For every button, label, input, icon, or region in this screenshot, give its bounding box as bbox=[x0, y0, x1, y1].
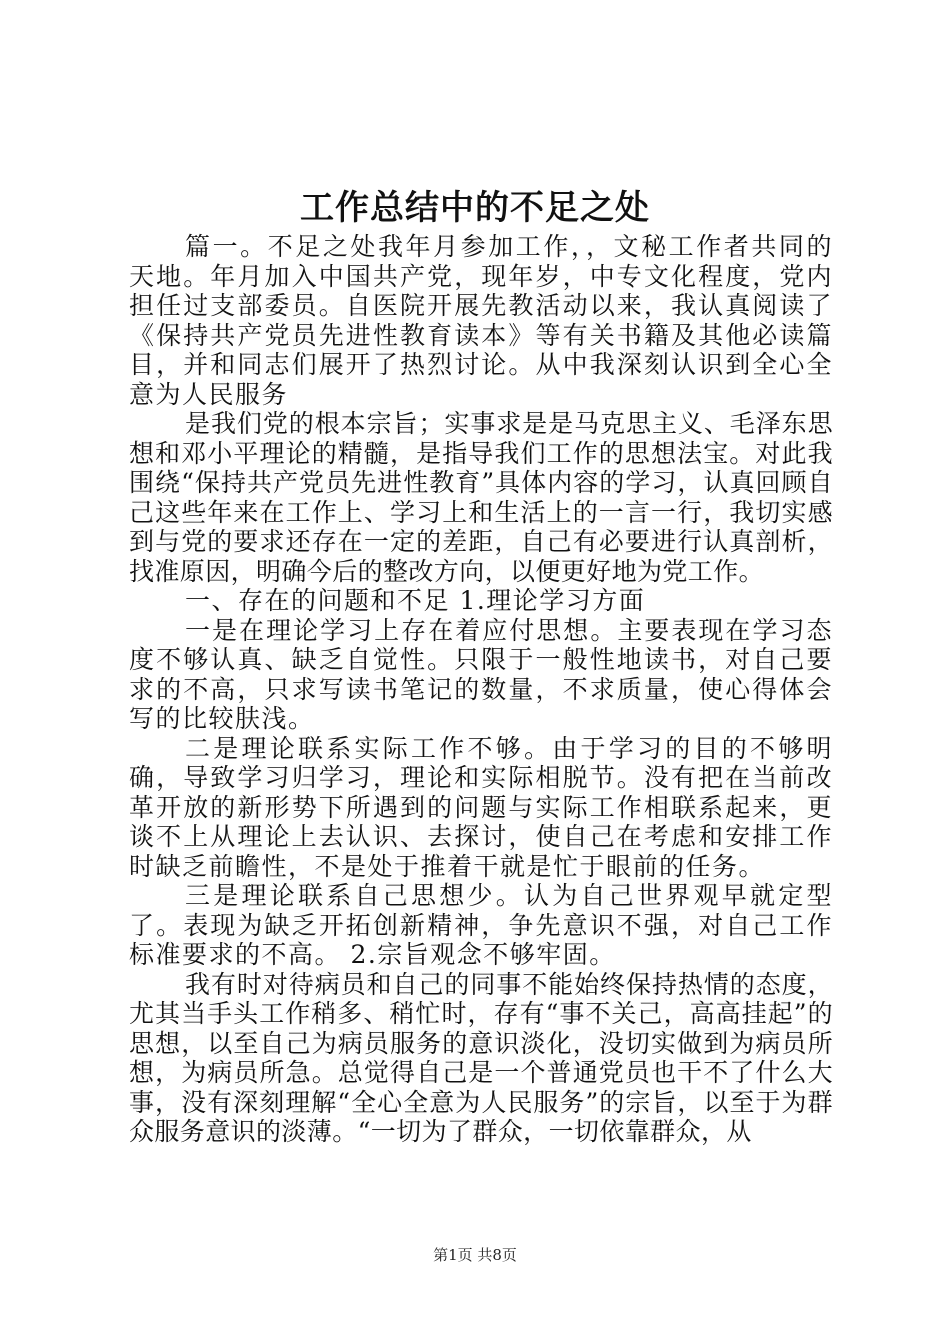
paragraph-4: 二是理论联系实际工作不够。由于学习的目的不够明确，导致学习归学习，理论和实际相脱节。没有把在当前改革开放的新形势下所遇到的问题与实际工作相联系起来，更谈不上从理论上去认识、去探讨，使自己在考虑和安排工作时缺乏前瞻性，不是处于推着干就是忙于眼前的任务。 bbox=[129, 733, 833, 881]
paragraph-2: 是我们党的根本宗旨；实事求是是马克思主义、毛泽东思想和邓小平理论的精髓，是指导我们工作的思想法宝。对此我围绕“保持共产党员先进性教育”具体内容的学习，认真回顾自己这些年来在工作上、学习上和生活上的一言一行，我切实感到与党的要求还存在一定的差距，自己有必要进行认真剖析，找准原因，明确今后的整改方向，以便更好地为党工作。 bbox=[129, 409, 833, 586]
paragraph-6: 我有时对待病员和自己的同事不能始终保持热情的态度，尤其当手头工作稍多、稍忙时，存有“事不关己，高高挂起”的思想，以至自己为病员服务的意识淡化，没切实做到为病员所想，为病员所急。总觉得自己是一个普通党员也干不了什么大事，没有深刻理解“全心全意为人民服务”的宗旨，以至于为群众服务意识的淡薄。“一切为了群众，一切依靠群众，从 bbox=[129, 969, 833, 1146]
document-body bbox=[129, 232, 833, 1147]
section-heading: 一、存在的问题和不足 1.理论学习方面 bbox=[185, 586, 646, 615]
document-title: 工作总结中的不足之处 bbox=[300, 188, 650, 228]
paragraph-5: 三是理论联系自己思想少。认为自己世界观早就定型了。表现为缺乏开拓创新精神，争先意识不强，对自己工作标准要求的不高。 2.宗旨观念不够牢固。 bbox=[129, 881, 833, 969]
page-footer: 第1页 共8页 bbox=[433, 1246, 517, 1264]
paragraph-3: 一是在理论学习上存在着应付思想。主要表现在学习态度不够认真、缺乏自觉性。只限于一般性地读书，对自己要求的不高，只求写读书笔记的数量，不求质量，使心得体会写的比较肤浅。 bbox=[129, 615, 833, 733]
paragraph-1: 篇一。不足之处我年月参加工作，，文秘工作者共同的天地。年月加入中国共产党，现年岁，中专文化程度，党内担任过支部委员。自医院开展先教活动以来，我认真阅读了《保持共产党员先进性教育读本》等有关书籍及其他必读篇目，并和同志们展开了热烈讨论。从中我深刻认识到全心全意为人民服务 bbox=[129, 232, 833, 409]
